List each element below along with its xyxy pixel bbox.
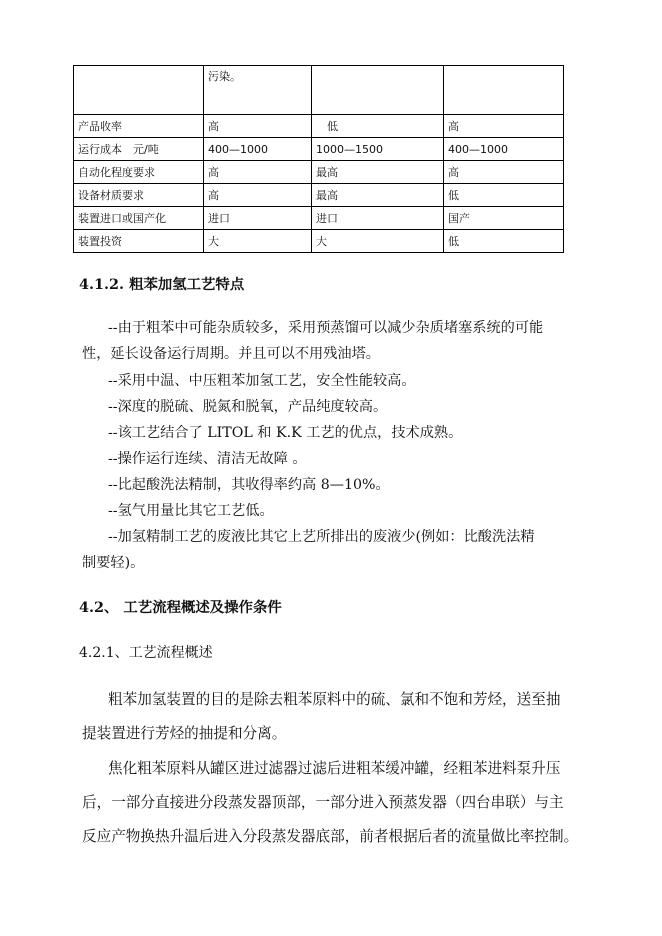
table-cell: 大 xyxy=(312,230,444,253)
feature-line: --氢气用量比其它工艺低。 xyxy=(108,503,274,519)
table-cell: 污染。 xyxy=(204,66,312,115)
table-cell: 低 xyxy=(312,115,444,138)
table-row xyxy=(74,161,564,184)
table-cell: 最高 xyxy=(312,184,444,207)
table-cell: 400—1000 xyxy=(204,138,312,161)
table-row xyxy=(74,66,564,115)
feature-line: --深度的脱硫、脱氮和脱氧，产品纯度较高。 xyxy=(108,399,388,415)
table-cell: 高 xyxy=(204,184,312,207)
feature-line: --采用中温、中压粗苯加氢工艺，安全性能较高。 xyxy=(108,373,416,389)
table-cell: 大 xyxy=(204,230,312,253)
paragraph-line: 反应产物换热升温后进入分段蒸发器底部，前者根据后者的流量做比率控制。 xyxy=(82,828,579,845)
table-cell xyxy=(312,66,444,115)
table-cell: 装置投资 xyxy=(74,230,204,253)
table-row xyxy=(74,138,564,161)
table-cell: 400—1000 xyxy=(444,138,564,161)
table-cell xyxy=(444,66,564,115)
feature-line: --由于粗苯中可能杂质较多，采用预蒸馏可以减少杂质堵塞系统的可能 xyxy=(108,320,544,336)
table-cell: 高 xyxy=(444,161,564,184)
table-cell: 最高 xyxy=(312,161,444,184)
table-cell: 高 xyxy=(204,115,312,138)
table-row xyxy=(74,184,564,207)
paragraph-line: 后，一部分直接进分段蒸发器顶部，一部分进入预蒸发器（四台串联）与主 xyxy=(82,794,564,811)
table-cell: 高 xyxy=(444,115,564,138)
section-heading-4-2-1: 4.2.1、工艺流程概述 xyxy=(79,645,213,661)
table-cell: 低 xyxy=(444,184,564,207)
table-cell: 自动化程度要求 xyxy=(74,161,204,184)
paragraph-line: 焦化粗苯原料从罐区进过滤器过滤后进粗苯缓冲罐，经粗苯进料泵升压 xyxy=(108,760,561,777)
paragraph-line: 提装置进行芳烃的抽提和分离。 xyxy=(82,725,287,742)
table-cell: 国产 xyxy=(444,207,564,230)
section-heading-4-1-2: 4.1.2. 粗苯加氢工艺特点 xyxy=(79,276,245,293)
table-cell: 高 xyxy=(204,161,312,184)
feature-line: --该工艺结合了 LITOL 和 K.K 工艺的优点，技术成熟。 xyxy=(108,425,463,441)
table-row xyxy=(74,115,564,138)
process-comparison-table xyxy=(73,65,564,253)
feature-line: 性，延长设备运行周期。并且可以不用残油塔。 xyxy=(82,346,380,362)
table-cell: 进口 xyxy=(204,207,312,230)
table-cell: 设备材质要求 xyxy=(74,184,204,207)
section-heading-4-2: 4.2、 工艺流程概述及操作条件 xyxy=(79,599,282,616)
table-cell: 运行成本 元/吨 xyxy=(74,138,204,161)
paragraph-line: 粗苯加氢装置的目的是除去粗苯原料中的硫、氯和不饱和芳烃，送至抽 xyxy=(108,691,561,708)
table-cell: 产品收率 xyxy=(74,115,204,138)
table-cell: 进口 xyxy=(312,207,444,230)
table-row xyxy=(74,207,564,230)
table-cell xyxy=(74,66,204,115)
table-cell: 1000—1500 xyxy=(312,138,444,161)
table-row xyxy=(74,230,564,253)
feature-line: --加氢精制工艺的废液比其它上艺所排出的废液少(例如：比酸洗法精 xyxy=(108,529,535,545)
feature-line: --操作运行连续、清洁无故障 。 xyxy=(108,451,307,467)
table-cell: 装置进口或国产化 xyxy=(74,207,204,230)
table-cell: 低 xyxy=(444,230,564,253)
feature-line: --比起酸洗法精制，其收得率约高 8—10%。 xyxy=(108,477,390,493)
feature-line: 制要轻)。 xyxy=(82,555,145,571)
